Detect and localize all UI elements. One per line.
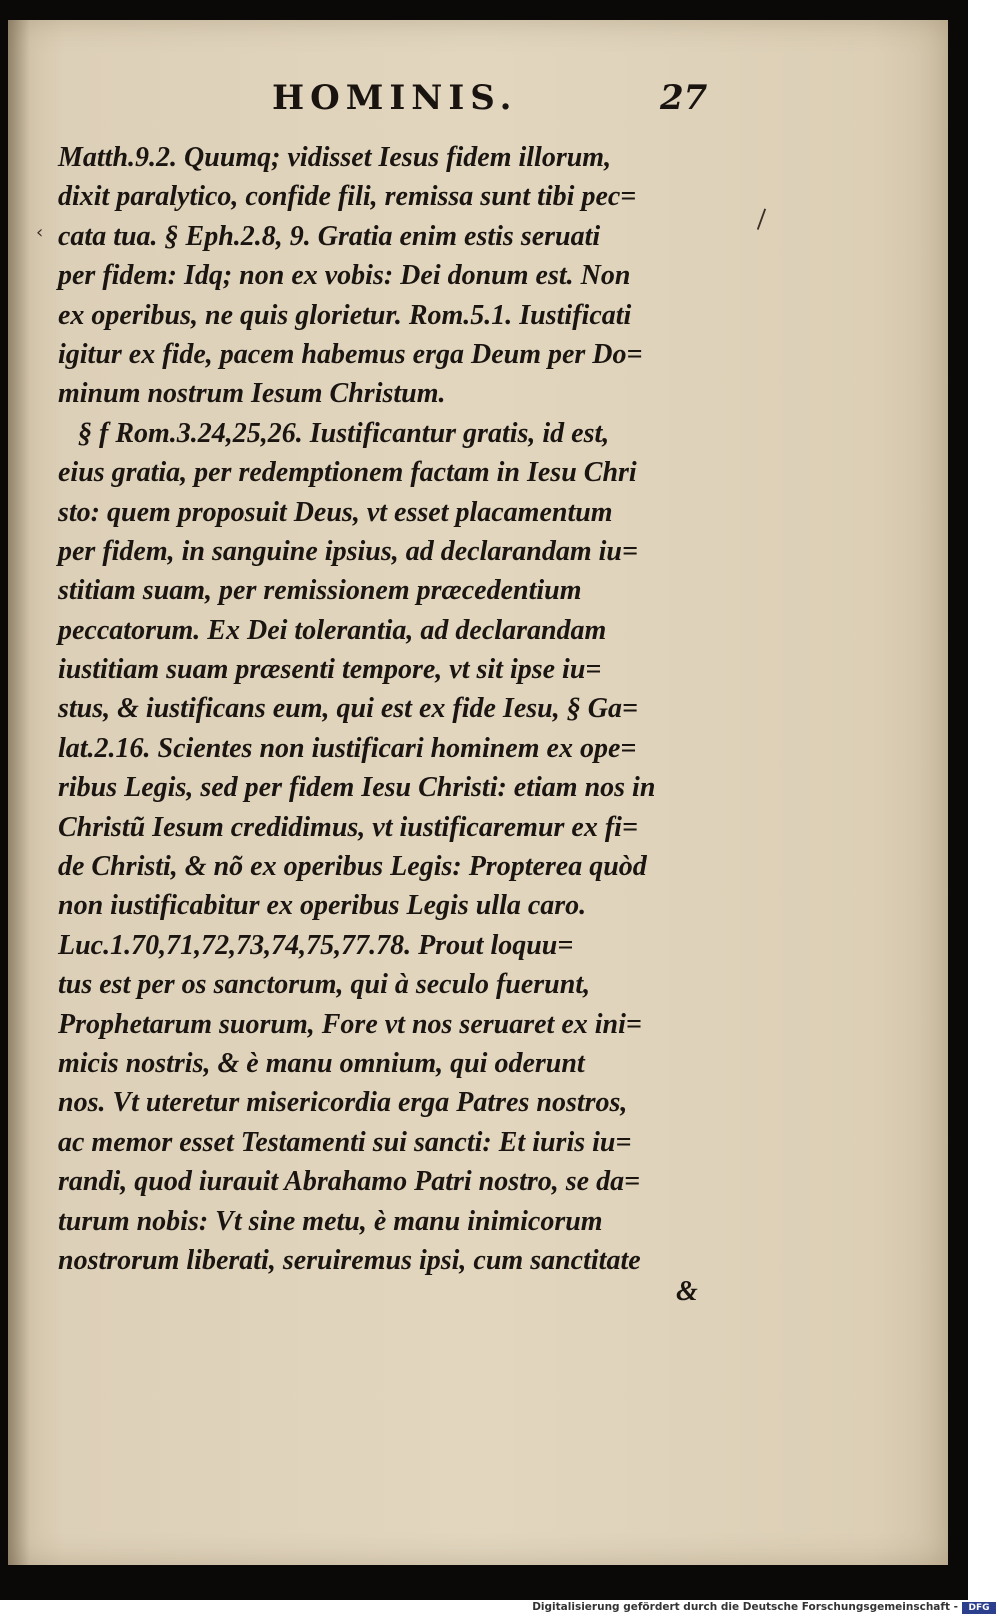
text-line: iustitiam suam præsenti tempore, vt sit ipse iu=: [58, 654, 602, 686]
text-line: dixit paralytico, confide fili, remissa sunt tibi pec=: [58, 181, 637, 213]
text-line: stus, & iustificans eum, qui est ex fide Iesu, § Ga=: [58, 693, 638, 725]
text-line: lat.2.16. Scientes non iustificari hominem ex ope=: [58, 732, 637, 764]
text-line: igitur ex fide, pacem habemus erga Deum per Do=: [58, 338, 643, 370]
text-line: peccatorum. Ex Dei tolerantia, ad declarandam: [58, 614, 607, 646]
text-line: non iustificabitur ex operibus Legis ulla caro.: [58, 890, 587, 922]
text-line: Christũ Iesum credidimus, vt iustificaremur ex fi=: [58, 811, 638, 843]
text-line: randi, quod iurauit Abrahamo Patri nostro, se da=: [58, 1166, 641, 1198]
page-number: 27: [660, 78, 708, 118]
text-line: de Christi, & nõ ex operibus Legis: Propterea quòd: [58, 851, 647, 883]
margin-angle-mark: ‹: [36, 222, 44, 243]
text-line: per fidem, in sanguine ipsius, ad declarandam iu=: [58, 535, 638, 567]
dfg-logo-icon: DFG: [962, 1602, 996, 1614]
text-line: cata tua. § Eph.2.8, 9. Gratia enim estis seruati: [58, 220, 601, 252]
running-title: HOMINIS.: [272, 78, 518, 118]
text-line: minum nostrum Iesum Christum.: [58, 378, 446, 410]
text-line: ribus Legis, sed per fidem Iesu Christi: etiam nos in: [58, 772, 656, 804]
text-line: Prophetarum suorum, Fore vt nos seruaret ex ini=: [58, 1008, 642, 1040]
text-line: micis nostris, & è manu omnium, qui oderunt: [58, 1047, 585, 1079]
funding-credit: Digitalisierung gefördert durch die Deutsche Forschungsgemeinschaft -: [532, 1601, 958, 1613]
text-line: nostrorum liberati, seruiremus ipsi, cum sanctitate: [58, 1244, 641, 1276]
text-line: tus est per os sanctorum, qui à seculo fuerunt,: [58, 969, 591, 1001]
gutter-shadow: [8, 20, 30, 1565]
body-text: [58, 138, 708, 1280]
text-line: Luc.1.70,71,72,73,74,75,77.78. Prout loquu=: [58, 929, 574, 961]
text-line: ac memor esset Testamenti sui sancti: Et iuris iu=: [58, 1126, 632, 1158]
digitization-footer: [0, 1600, 1000, 1616]
text-line: nos. Vt uteretur misericordia erga Patres nostros,: [58, 1087, 628, 1119]
margin-stroke-mark: |: [753, 205, 770, 232]
catchword: &: [676, 1276, 698, 1307]
running-head: [0, 78, 968, 118]
text-line: sto: quem proposuit Deus, vt esset placamentum: [58, 496, 613, 528]
text-line: turum nobis: Vt sine metu, è manu inimicorum: [58, 1205, 603, 1237]
text-line: eius gratia, per redemptionem factam in Iesu Chri: [58, 457, 637, 489]
text-line: per fidem: Idq; non ex vobis: Dei donum est. Non: [58, 260, 631, 292]
text-line: ex operibus, ne quis glorietur. Rom.5.1. Iustificati: [58, 299, 632, 331]
text-line: Matth.9.2. Quumq; vidisset Iesus fidem illorum,: [58, 142, 612, 173]
text-line: stitiam suam, per remissionem præcedentium: [58, 575, 582, 607]
text-line: § f Rom.3.24,25,26. Iustificantur gratis, id est,: [78, 417, 610, 449]
